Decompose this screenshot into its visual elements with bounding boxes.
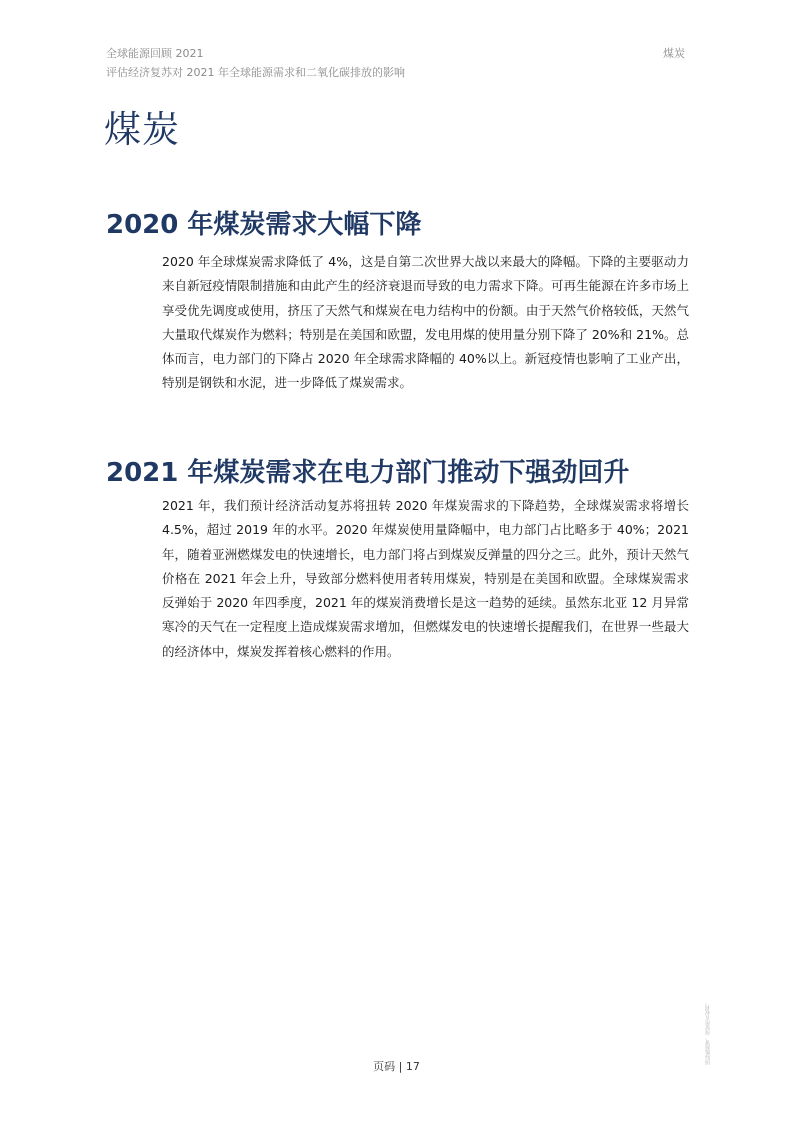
copyright-note: 国际能源署。保留所有权利。 — [705, 1000, 711, 1065]
section-paragraph: 2020 年全球煤炭需求降低了 4%，这是自第二次世界大战以来最大的降幅。下降的主要驱动力来自新冠疫情限制措施和由此产生的经济衰退而导致的电力需求下降。可再生能源在许多市场上享受优先调度或使用，挤压了天然气和煤炭在电力结构中的份额。由于天然气价格较低，天然气大量取代煤炭作为燃料；特别是在美国和欧盟，发电用煤的使用量分别下降了 20%和 21%。总体而言，电力部门的下降占 2020 年全球需求降幅的 40%以上。新冠疫情也影响了工业产出，特别是钢铁和水泥，进一步降低了煤炭需求。 — [162, 254, 689, 391]
section-title: 2021 年煤炭需求在电力部门推动下强劲回升 — [106, 458, 630, 488]
section-title: 2020 年煤炭需求大幅下降 — [106, 210, 422, 240]
section-paragraph: 2021 年，我们预计经济活动复苏将扭转 2020 年煤炭需求的下降趋势，全球煤炭需求将增长 4.5%，超过 2019 年的水平。2020 年煤炭使用量降幅中，电力部门占比略多于 40%；2021 年，随着亚洲燃煤发电的快速增长，电力部门将占到煤炭反弹量的四分之三。此外，预计天然气价格在 2021 年会上升，导致部分燃料使用者转用煤炭，特别是在美国和欧盟。全球煤炭需求反弹始于 2020 年四季度，2021 年的煤炭消费增长是这一趋势的延续。虽然东北亚 12 月异常寒冷的天气在一定程度上造成煤炭需求增加，但燃煤发电的快速增长提醒我们，在世界一些最大的经济体中，煤炭发挥着核心燃料的作用。 — [162, 498, 689, 659]
page-number: 页码 | 17 — [373, 1060, 420, 1073]
chapter-title: 煤炭 — [104, 108, 180, 151]
chapter-tag: 煤炭 — [663, 47, 685, 60]
report-subtitle: 评估经济复苏对 2021 年全球能源需求和二氧化碳排放的影响 — [106, 66, 405, 79]
report-header — [106, 44, 405, 82]
report-title: 全球能源回顾 2021 — [106, 47, 204, 60]
